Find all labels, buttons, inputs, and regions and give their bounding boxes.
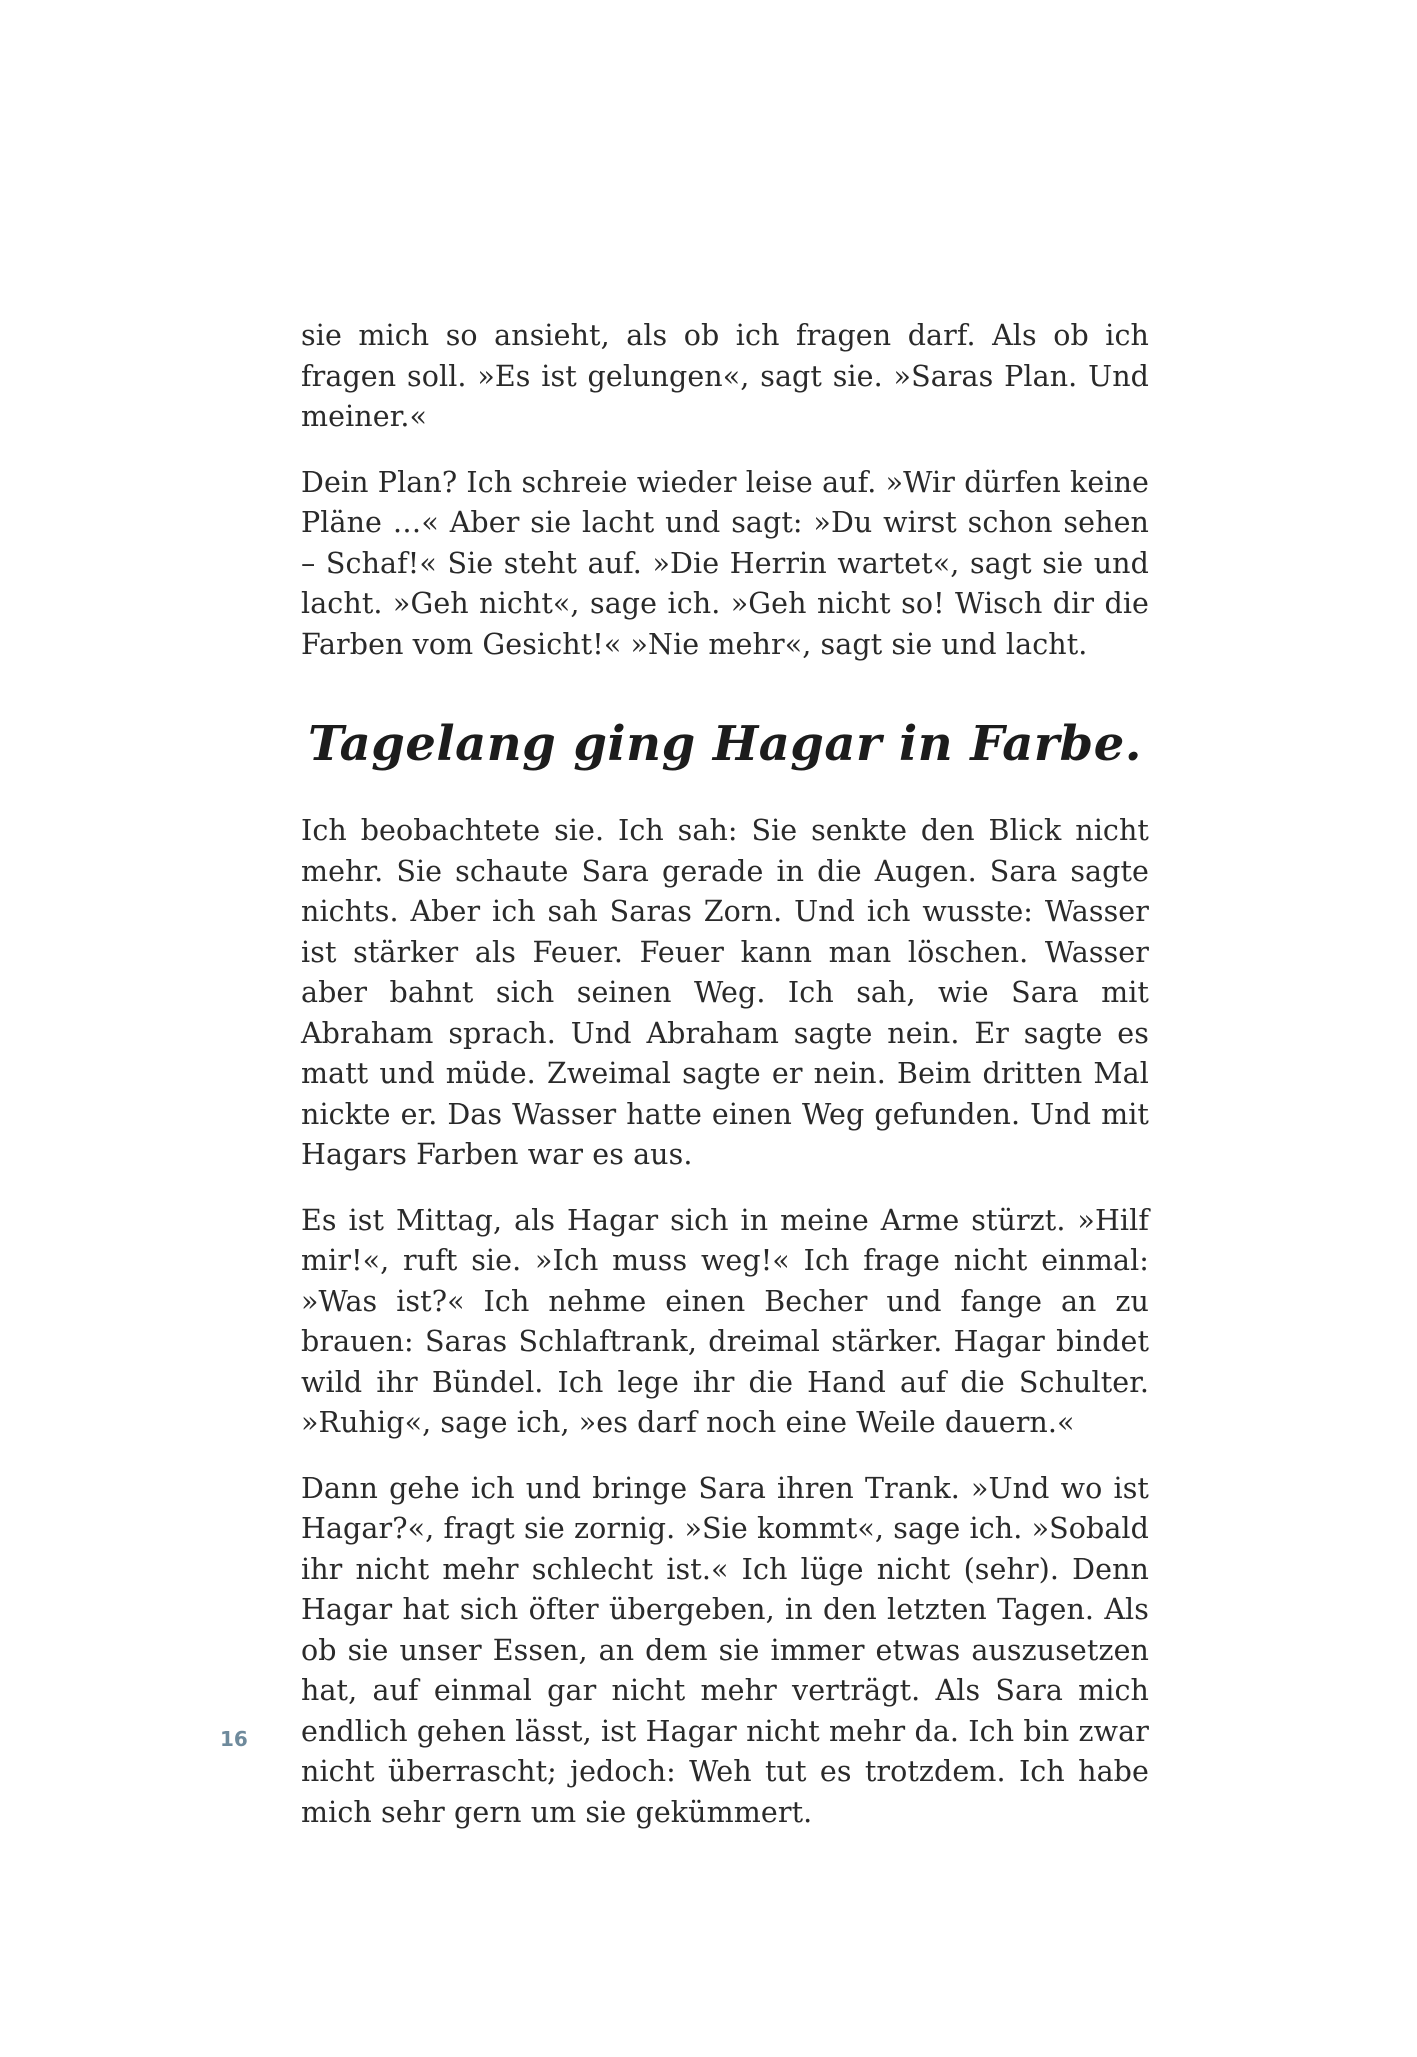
text-column	[301, 316, 1149, 1833]
page-number: 16	[220, 1727, 248, 1751]
section-heading: Tagelang ging Hagar in Farbe.	[308, 716, 1142, 772]
paragraph-4: Es ist Mittag, als Hagar sich in meine Arme stürzt. »Hilf mir!«, ruft sie. »Ich muss weg!« Ich frage nicht einmal: »Was ist?« Ich nehme einen Becher und fange an zu brauen: Saras Schlaftrank, dreimal stärker. Hagar bindet wild ihr Bündel. Ich lege ihr die Hand auf die Schulter. »Ruhig«, sage ich, »es darf noch eine Weile dauern.«	[301, 1203, 1149, 1439]
paragraph-5: Dann gehe ich und bringe Sara ihren Trank. »Und wo ist Hagar?«, fragt sie zornig. »Sie kommt«, sage ich. »Sobald ihr nicht mehr schlecht ist.« Ich lüge nicht (sehr). Denn Hagar hat sich öfter übergeben, in den letzten Tagen. Als ob sie unser Essen, an dem sie immer etwas auszusetzen hat, auf einmal gar nicht mehr verträgt. Als Sara mich endlich gehen lässt, ist Hagar nicht mehr da. Ich bin zwar nicht überrascht; jedoch: Weh tut es trotzdem. Ich habe mich sehr gern um sie gekümmert.	[301, 1471, 1149, 1829]
paragraph-1: sie mich so ansieht, als ob ich fragen darf. Als ob ich fragen soll. »Es ist gelungen«, sagt sie. »Saras Plan. Und meiner.«	[301, 319, 1149, 433]
paragraph-3: Ich beobachtete sie. Ich sah: Sie senkte den Blick nicht mehr. Sie schaute Sara gerade in die Augen. Sara sagte nichts. Aber ich sah Saras Zorn. Und ich wusste: Wasser ist stärker als Feuer. Feuer kann man löschen. Wasser aber bahnt sich seinen Weg. Ich sah, wie Sara mit Abraham sprach. Und Abraham sagte nein. Er sagte es matt und müde. Zweimal sagte er nein. Beim dritten Mal nickte er. Das Wasser hatte einen Weg gefunden. Und mit Hagars Farben war es aus.	[301, 814, 1149, 1171]
paragraph-2: Dein Plan? Ich schreie wieder leise auf. »Wir dürfen keine Pläne …« Aber sie lacht und sagt: »Du wirst schon sehen – Schaf!« Sie steht auf. »Die Herrin wartet«, sagt sie und lacht. »Geh nicht«, sage ich. »Geh nicht so! Wisch dir die Farben vom Gesicht!« »Nie mehr«, sagt sie und lacht.	[301, 465, 1149, 661]
